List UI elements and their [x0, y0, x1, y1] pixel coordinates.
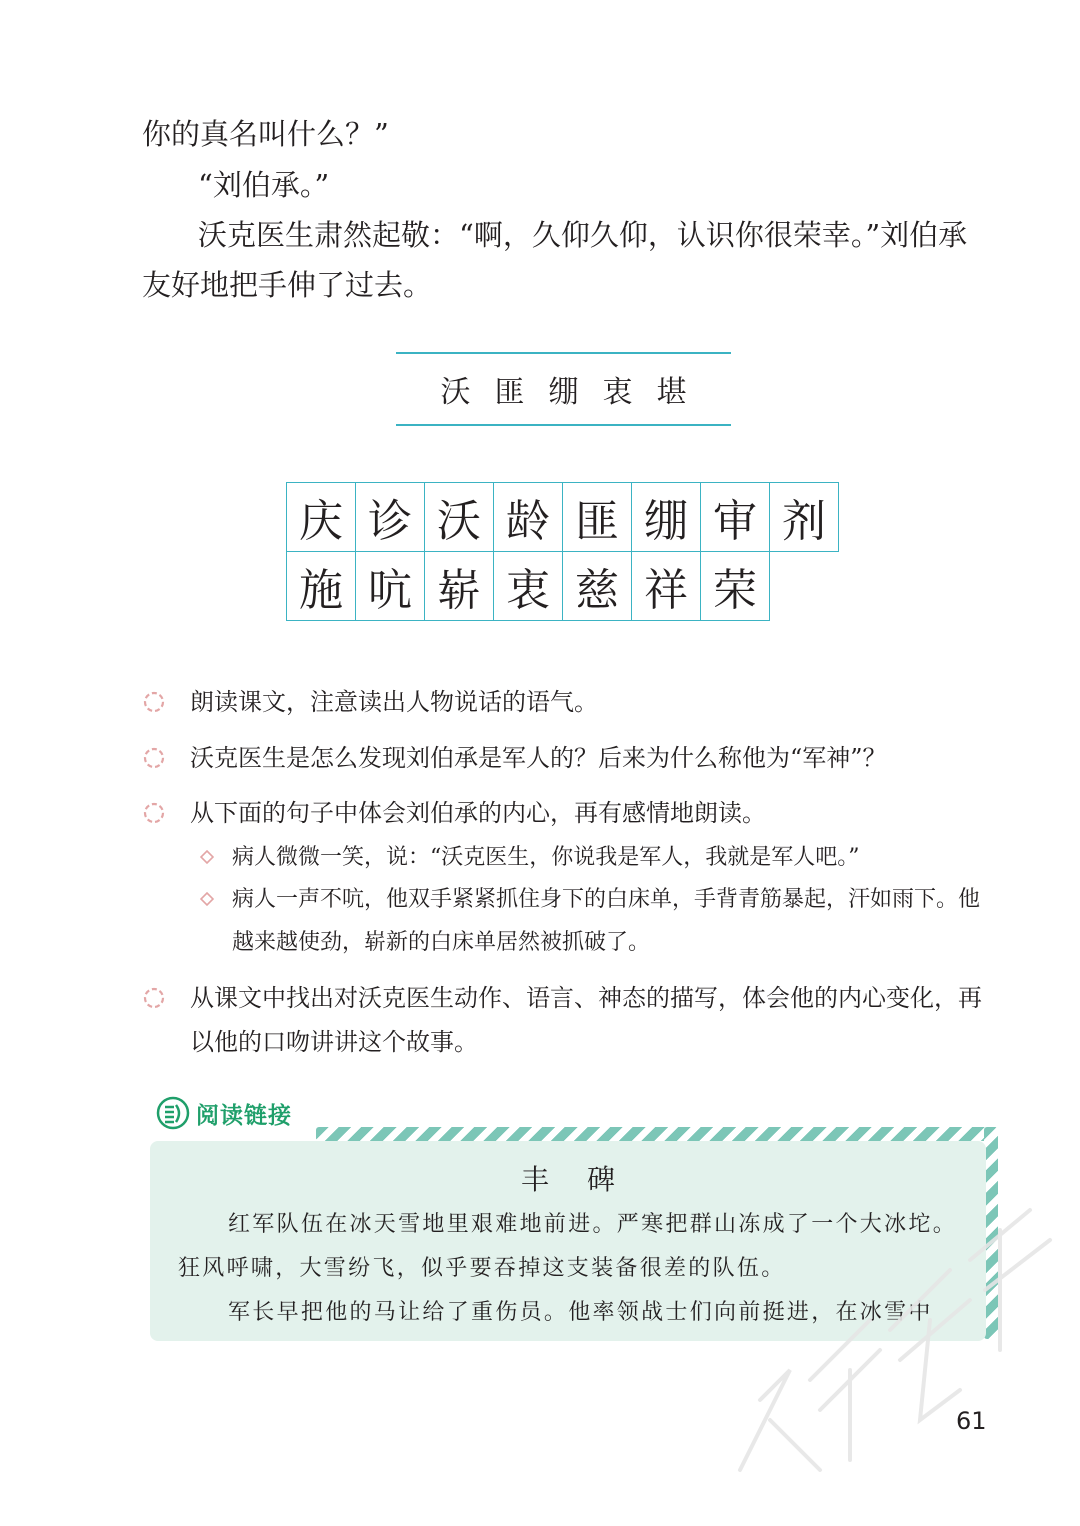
question-marker-icon [142, 986, 166, 1010]
question-3-item-1 [200, 836, 990, 879]
grid-cell: 衷 [493, 551, 563, 621]
write-char: 匪 [494, 375, 525, 410]
question-text: 朗读课文，注意读出人物说话的语气。 [190, 688, 598, 716]
question-marker-icon [142, 746, 166, 770]
reading-link-label: 阅读链接 [196, 1102, 292, 1129]
reading-title: 丰碑 [520, 1163, 653, 1196]
question-3 [142, 791, 990, 835]
write-char: 绷 [548, 375, 579, 410]
stripe-border-top [316, 1127, 994, 1141]
sentence-text: 病人微微一笑，说：“沃克医生，你说我是军人，我就是军人吧。” [232, 845, 860, 870]
grid-cell: 龄 [493, 482, 563, 552]
question-3-item-2 [200, 878, 990, 964]
question-marker-icon [142, 690, 166, 714]
sentence-text: 病人一声不吭，他双手紧紧抓住身下的白床单，手背青筋暴起，汗如雨下。他越来越使劲，崭新的白床单居然被抓破了。 [232, 887, 981, 955]
grid-cell: 庆 [286, 482, 356, 552]
diamond-bullet-icon [200, 850, 214, 864]
grid-row-2 [286, 551, 838, 620]
text-line-2: “刘伯承。” [198, 168, 330, 202]
question-text: 从下面的句子中体会刘伯承的内心，再有感情地朗读。 [190, 799, 766, 827]
grid-cell: 荣 [700, 551, 770, 621]
question-text: 从课文中找出对沃克医生动作、语言、神态的描写，体会他的内心变化，再以他的口吻讲讲这个故事。 [190, 984, 982, 1056]
question-1 [142, 680, 990, 724]
diamond-bullet-icon [200, 892, 214, 906]
question-text: 沃克医生是怎么发现刘伯承是军人的？后来为什么称他为“军神”？ [190, 744, 887, 772]
grid-row-1 [286, 482, 838, 551]
grid-cell: 剂 [769, 482, 839, 552]
text-paragraph-3: 沃克医生肃然起敬：“啊，久仰久仰，认识你很荣幸。”刘伯承友好地把手伸了过去。 [142, 218, 968, 302]
grid-cell: 慈 [562, 551, 632, 621]
grid-cell: 崭 [424, 551, 494, 621]
write-char: 堪 [656, 375, 687, 410]
page-number: 61 [956, 1407, 987, 1435]
text-line-1: 你的真名叫什么？” [142, 117, 389, 151]
grid-cell: 祥 [631, 551, 701, 621]
write-char: 沃 [440, 375, 471, 410]
question-marker-icon [142, 801, 166, 825]
question-4 [142, 976, 990, 1064]
write-char: 衷 [602, 375, 633, 410]
write-characters-box [396, 352, 731, 426]
grid-cell: 诊 [355, 482, 425, 552]
grid-cell: 匪 [562, 482, 632, 552]
reading-paragraph-1: 红军队伍在冰天雪地里艰难地前进。严寒把群山冻成了一个大冰坨。狂风呼啸，大雪纷飞，似乎要吞掉这支装备很差的队伍。 [178, 1212, 958, 1281]
reading-link-header [156, 1096, 292, 1130]
grid-cell: 吭 [355, 551, 425, 621]
grid-cell: 审 [700, 482, 770, 552]
reading-paragraph-2: 军长早把他的马让给了重伤员。他率领战士们向前挺进，在冰雪中 [228, 1300, 933, 1325]
question-2 [142, 736, 990, 780]
recognize-characters-grid [286, 482, 838, 620]
grid-cell: 施 [286, 551, 356, 621]
book-icon [156, 1096, 190, 1130]
grid-cell: 绷 [631, 482, 701, 552]
grid-cell: 沃 [424, 482, 494, 552]
watermark-icon [700, 1170, 1080, 1500]
